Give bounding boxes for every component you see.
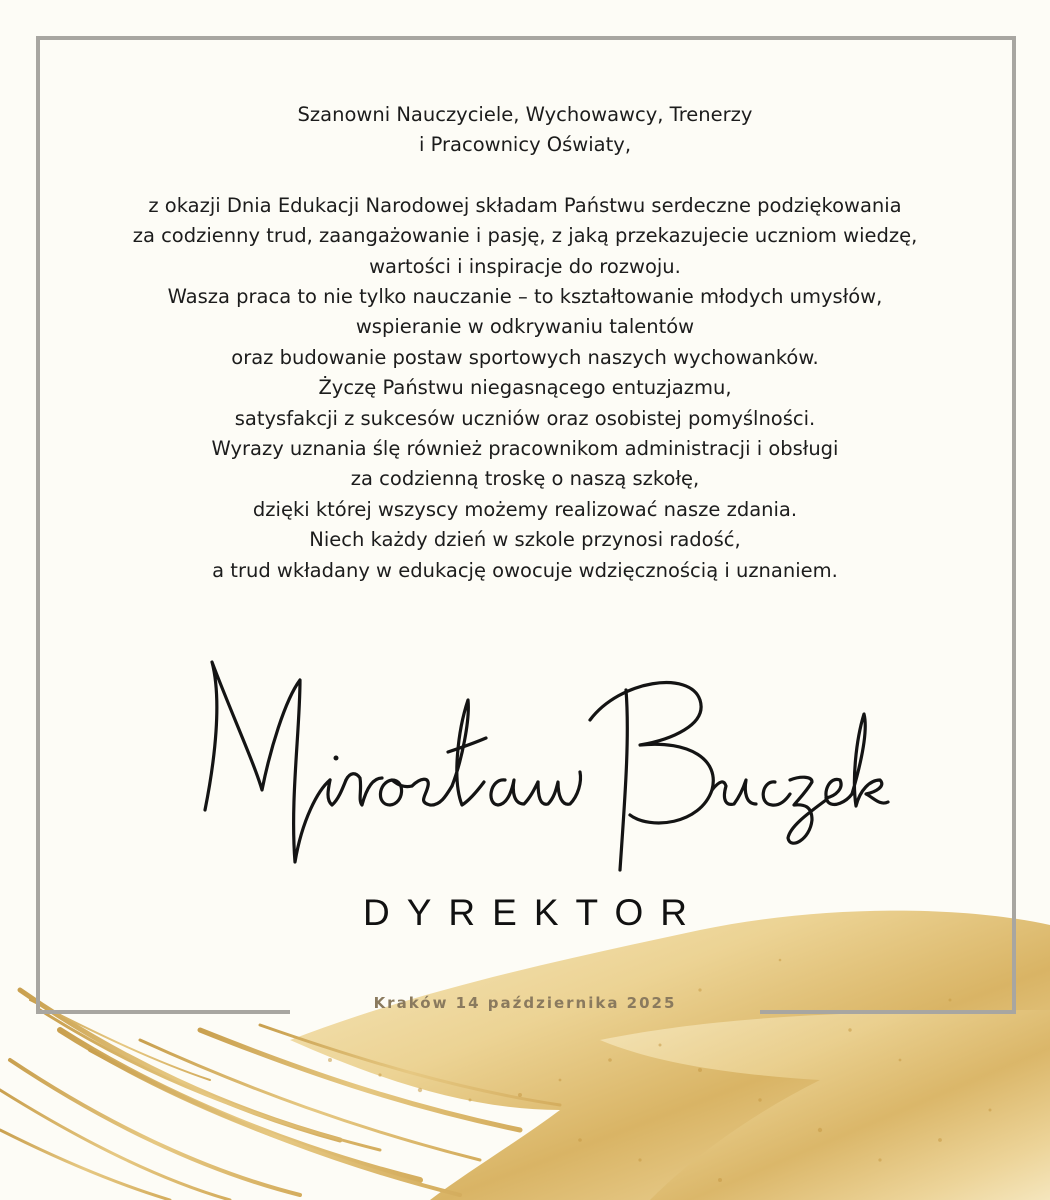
body-line: a trud wkładany w edukację owocuje wdzięcznością i uznaniem.: [212, 558, 838, 582]
greeting-line: Szanowni Nauczyciele, Wychowawcy, Trenerzy: [297, 103, 753, 126]
body-line: Wasza praca to nie tylko nauczanie – to kształtowanie młodych umysłów,: [167, 285, 883, 309]
body-line: z okazji Dnia Edukacji Narodowej składam Państwu serdeczne podziękowania: [148, 193, 902, 217]
body-line: Wyrazy uznania ślę również pracownikom administracji i obsługi: [211, 437, 839, 461]
body-line: za codzienny trud, zaangażowanie i pasję, z jaką przekazujecie uczniom wiedzę,: [132, 224, 918, 248]
body-line: Życzę Państwu niegasnącego entuzjazmu,: [318, 376, 732, 400]
body-line: satysfakcji z sukcesów uczniów oraz osobistej pomyślności.: [234, 406, 816, 430]
body-line: dzięki której wszyscy możemy realizować nasze zdania.: [252, 497, 798, 521]
body-line: wartości i inspiracje do rozwoju.: [369, 254, 681, 278]
signatory-title: DYREKTOR: [363, 892, 704, 933]
body-line: za codzienną troskę o naszą szkołę,: [350, 467, 700, 491]
body-line: wspieranie w odkrywaniu talentów: [355, 315, 695, 339]
signature: [0, 640, 1050, 880]
frame-top-border: [36, 36, 1016, 40]
letter-text: [60, 100, 990, 586]
greeting-line: i Pracownicy Oświaty,: [418, 133, 632, 157]
body-line: oraz budowanie postaw sportowych naszych wychowanków.: [231, 345, 819, 369]
paragraph-gap: [60, 161, 990, 191]
signature-drawing: [0, 640, 1050, 880]
body-line: Niech każdy dzień w szkole przynosi radość,: [309, 528, 741, 552]
date-place-line: Kraków 14 października 2025: [373, 994, 677, 1012]
